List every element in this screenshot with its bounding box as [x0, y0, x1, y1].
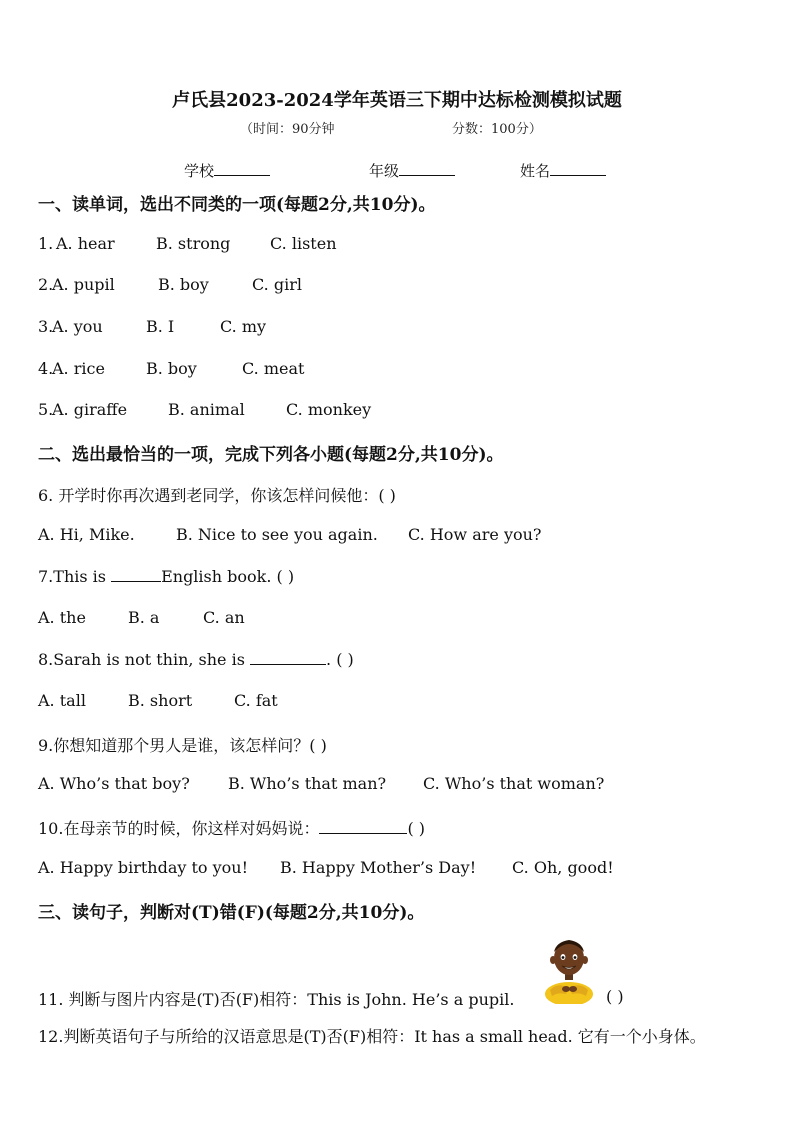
option-c[interactable]: C. Oh, good!	[512, 858, 614, 877]
option-c[interactable]: C. my	[220, 317, 267, 336]
option-b[interactable]: B. short	[128, 691, 193, 710]
name-blank[interactable]	[550, 161, 606, 176]
option-a[interactable]: A. Who’s that boy?	[38, 774, 190, 793]
school-blank[interactable]	[214, 161, 270, 176]
question-number: 2.	[38, 275, 54, 294]
option-c[interactable]: C. meat	[242, 359, 305, 378]
answer-blank[interactable]	[319, 819, 407, 834]
school-field	[184, 160, 270, 181]
name-label: 姓名	[520, 162, 551, 180]
section1-heading: 一、读单词，选出不同类的一项(每题2分,共10分)。	[38, 195, 436, 215]
answer-blank[interactable]	[111, 567, 161, 582]
section3-heading: 三、读句子，判断对(T)错(F)(每题2分,共10分)。	[38, 903, 425, 923]
option-a[interactable]: A. giraffe	[52, 400, 128, 419]
option-c[interactable]: C. monkey	[286, 400, 372, 419]
option-a[interactable]: A. tall	[38, 691, 86, 710]
boy-picture	[538, 932, 600, 1004]
grade-blank[interactable]	[399, 161, 455, 176]
page-title: 卢氏县2023-2024学年英语三下期中达标检测模拟试题	[172, 90, 622, 111]
option-a[interactable]: A. pupil	[52, 275, 115, 294]
option-a[interactable]: A. rice	[52, 359, 105, 378]
option-a[interactable]: A. Happy birthday to you!	[38, 858, 249, 877]
option-c[interactable]: C. listen	[270, 234, 337, 253]
question-9-stem: 9.你想知道那个男人是谁，该怎样问？( )	[38, 736, 327, 755]
exam-score: 分数：100分）	[452, 122, 542, 137]
question-number: 5.	[38, 400, 54, 419]
stem-text: 10.在母亲节的时候，你这样对妈妈说：	[38, 819, 320, 838]
question-8-stem	[38, 650, 354, 669]
grade-label: 年级	[369, 162, 400, 180]
answer-blank[interactable]	[250, 650, 326, 665]
option-c[interactable]: C. girl	[252, 275, 302, 294]
hand	[569, 986, 577, 992]
option-c[interactable]: C. an	[203, 608, 245, 627]
stem-text: 8.Sarah is not thin, she is	[38, 650, 251, 669]
grade-field	[369, 160, 455, 181]
question-3	[38, 317, 267, 336]
question-2	[38, 275, 302, 294]
stem-text: 7.This is	[38, 567, 112, 586]
option-b[interactable]: B. a	[128, 608, 160, 627]
question-10-stem	[38, 816, 425, 839]
option-c[interactable]: C. Who’s that woman?	[423, 774, 605, 793]
option-a[interactable]: A. you	[52, 317, 103, 336]
name-field	[520, 160, 606, 181]
question-4	[38, 359, 305, 378]
option-b[interactable]: B. Nice to see you again.	[176, 525, 378, 544]
option-b[interactable]: B. boy	[158, 275, 209, 294]
option-b[interactable]: B. I	[146, 317, 175, 336]
option-b[interactable]: B. animal	[168, 400, 245, 419]
answer-paren[interactable]: ( )	[606, 987, 624, 1006]
school-label: 学校	[184, 162, 215, 180]
stem-text: . ( )	[326, 650, 354, 669]
option-a[interactable]: A. hear	[56, 234, 115, 253]
option-b[interactable]: B. strong	[156, 234, 231, 253]
hand	[562, 986, 570, 992]
question-6-stem: 6. 开学时你再次遇到老同学，你该怎样问候他：( )	[38, 486, 396, 505]
option-c[interactable]: C. How are you?	[408, 525, 542, 544]
question-1	[38, 234, 337, 253]
ear	[582, 956, 588, 964]
option-b[interactable]: B. Happy Mother’s Day!	[280, 858, 477, 877]
option-a[interactable]: A. Hi, Mike.	[38, 525, 135, 544]
question-number: 3.	[38, 317, 54, 336]
question-12-stem: 12.判断英语句子与所给的汉语意思是(T)否(F)相符：It has a small head. 它有一个小身体。	[38, 1027, 706, 1046]
option-a[interactable]: A. the	[38, 608, 86, 627]
question-7-stem	[38, 567, 294, 586]
question-number: 4.	[38, 359, 54, 378]
option-b[interactable]: B. boy	[146, 359, 197, 378]
exam-time: （时间：90分钟	[240, 122, 335, 137]
option-b[interactable]: B. Who’s that man?	[228, 774, 387, 793]
stem-text: English book. ( )	[161, 567, 295, 586]
stem-text: ( )	[407, 819, 426, 838]
section2-heading: 二、选出最恰当的一项，完成下列各小题(每题2分,共10分)。	[38, 445, 504, 465]
ear	[550, 956, 556, 964]
question-5	[38, 400, 372, 419]
option-c[interactable]: C. fat	[234, 691, 278, 710]
question-11-stem: 11. 判断与图片内容是(T)否(F)相符：This is John. He’s a pupil.	[38, 990, 515, 1009]
question-number: 1.	[38, 234, 54, 253]
